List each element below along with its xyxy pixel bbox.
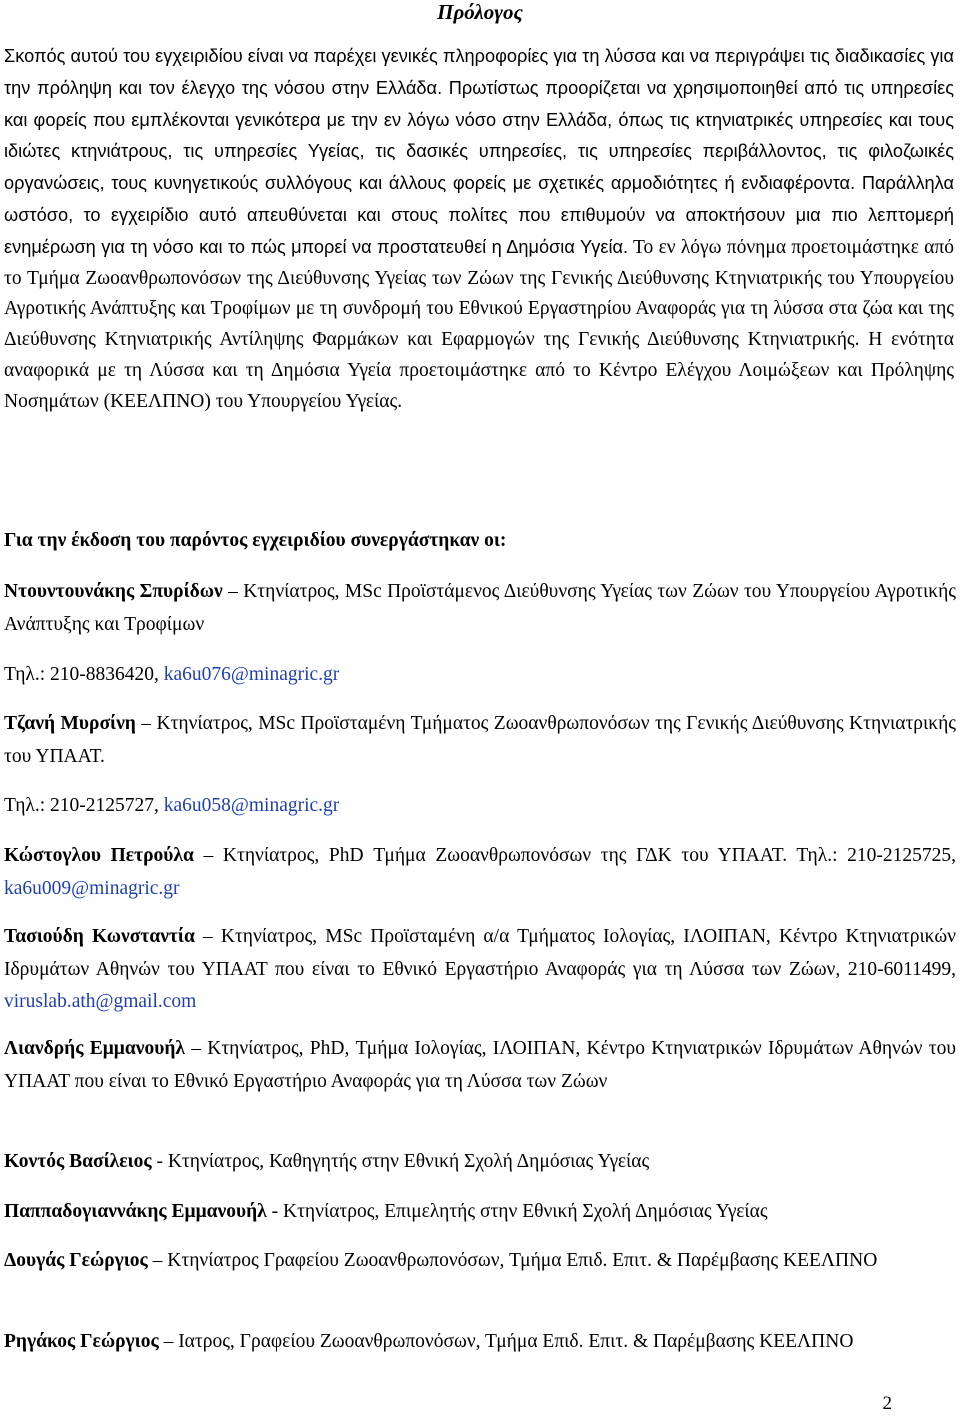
contributor-role: Κτηνίατρος Γραφείου Ζωοανθρωπονόσων, Τμήμα Επιδ. Επιτ. & Παρέμβασης ΚΕΕΛΠΝΟ [167, 1250, 878, 1271]
email-link[interactable]: ka6u058@minagric.gr [163, 795, 340, 816]
intro-paragraph [4, 41, 954, 418]
contributor-separator: – [193, 845, 223, 866]
intro-text-part1: Σκοπός αυτού του εγχειριδίου είναι να παρέχει γενικές πληροφορίες για τη λύσσα και να περιγράψει τις διαδικασίες για την πρόληψη και τον έλεγχο της νόσου στην Ελλάδα. Πρωτίστως προορίζεται να χρησιμοποιηθεί από τις υπηρεσίες και φορείς που εμπλέκονται γενικότερα με την εν λόγω νόσο στην Ελλάδα, όπως τις κτηνιατρικές υπηρεσίες και τους ιδιώτες κτηνιάτρους, τις υπηρεσίες Υγείας, τις δασικές υπηρεσίες, τις υπηρεσίες περιβάλλοντος, τις φιλοζωικές οργανώσεις, τους κυνηγετικούς συλλόγους και άλλους φορείς με σχετικές αρμοδιότητες ή ενδιαφέροντα. Παράλληλα ωστόσο, το εγχειρίδιο αυτό απευθύνεται και στους πολίτες που επιθυμούν να αποκτήσουν μια πιο λεπτομερή ενημέρωση για τη νόσο και το πώς μπορεί να προστατευθεί η Δημόσια Υγεία. [4, 46, 954, 257]
contributor-role: Κτηνίατρος, PhD, Τμήμα Ιολογίας, ΙΛΟΙΠΑΝ, Κέντρο Κτηνιατρικών Ιδρυμάτων Αθηνών του ΥΠΑΑΤ που είναι το Εθνικό Εργαστήριο Αναφοράς για τη Λύσσα των Ζώων [4, 1038, 956, 1092]
contributor-entry [4, 840, 956, 905]
contributor-name: Τασιούδη Κωνσταντία [4, 926, 195, 947]
contributor-contact [4, 790, 956, 823]
contributor-entry [4, 1326, 956, 1359]
contact-phone: Τηλ.: 210-2125727, [4, 795, 164, 816]
contributor-entry [4, 1033, 956, 1098]
page-number: 2 [882, 1393, 892, 1414]
contributor-name: Τζανή Μυρσίνη [4, 713, 136, 734]
contributor-entry [4, 1146, 956, 1179]
contributor-name: Παππαδογιαννάκης Εμμανουήλ [4, 1201, 267, 1222]
contributor-role: Κτηνίατρος, Καθηγητής στην Εθνική Σχολή Δημόσιας Υγείας [167, 1151, 650, 1172]
contributor-separator: – [184, 1038, 208, 1059]
contributor-role: Κτηνίατρος, MSc Προϊσταμένη Τμήματος Ζωοανθρωπονόσων της Γενικής Διεύθυνσης Κτηνιατρικής του ΥΠΑΑΤ. [4, 713, 957, 767]
contributor-name: Ντουντουνάκης Σπυρίδων [4, 581, 223, 602]
contributor-role: Κτηνίατρος, MSc Προϊστάμενος Διεύθυνσης Υγείας των Ζώων του Υπουργείου Αγροτικής Ανάπτυξης και Τροφίμων [4, 581, 956, 635]
email-link[interactable]: ka6u076@minagric.gr [163, 664, 340, 685]
contributor-role: Κτηνίατρος, PhD Τμήμα Ζωοανθρωπονόσων της ΓΔΚ του ΥΠΑΑΤ. Τηλ.: 210-2125725, [222, 845, 956, 866]
contributor-entry [4, 576, 956, 641]
contributor-separator: – [147, 1250, 168, 1271]
contributor-role: Κτηνίατρος, MSc Προϊσταμένη α/α Τμήματος Ιολογίας, ΙΛΟΙΠΑΝ, Κέντρο Κτηνιατρικών Ιδρυμάτων Αθηνών του ΥΠΑΑΤ που είναι το Εθνικό Εργαστήριο Αναφοράς για τη Λύσσα των Ζώων, 210-6011499, [4, 926, 956, 980]
contributor-name: Κοντός Βασίλειος [4, 1151, 152, 1172]
contributor-entry [4, 921, 956, 1019]
contributor-name: Λιανδρής Εμμανουήλ [4, 1038, 185, 1059]
contributor-name: Ρηγάκος Γεώργιος [4, 1331, 159, 1352]
contributor-role: Κτηνίατρος, Επιμελητής στην Εθνική Σχολή Δημόσιας Υγείας [283, 1201, 768, 1222]
contributor-separator: – [158, 1331, 179, 1352]
contributor-separator: – [135, 713, 157, 734]
page-title: Πρόλογος [437, 0, 523, 24]
contributors-heading: Για την έκδοση του παρόντος εγχειριδίου συνεργάστηκαν οι: [4, 530, 507, 551]
contributor-separator: – [194, 926, 221, 947]
contributor-name: Δουγάς Γεώργιος [4, 1250, 148, 1271]
email-link[interactable]: ka6u009@minagric.gr [4, 877, 180, 899]
contact-phone: Τηλ.: 210-8836420, [4, 664, 164, 685]
contributor-entry [4, 1196, 956, 1229]
contributor-name: Κώστογλου Πετρούλα [4, 845, 194, 866]
contributor-contact [4, 659, 956, 692]
contributor-separator: - [151, 1151, 168, 1172]
email-link[interactable]: viruslab.ath@gmail.com [4, 991, 197, 1012]
intro-text-part2: Το εν λόγω πόνημα προετοιμάστηκε από το Τμήμα Ζωοανθρωπονόσων της Διεύθυνσης Υγείας των Ζώων της Γενικής Διεύθυνσης Κτηνιατρικής του Υπουργείου Αγροτικής Ανάπτυξης και Τροφίμων με τη συνδρομή του Εθνικού Εργαστηρίου Αναφοράς για τη λύσσα στα ζώα και της Διεύθυνσης Κτηνιατρικής Αντίληψης Φαρμάκων και Εφαρμογών της Γενικής Διεύθυνσης Κτηνιατρικής. Η ενότητα αναφορικά με τη Λύσσα και τη Δημόσια Υγεία προετοιμάστηκε από το Κέντρο Ελέγχου Λοιμώξεων και Πρόληψης Νοσημάτων (ΚΕΕΛΠΝΟ) του Υπουργείου Υγείας. [4, 236, 954, 412]
contributor-role: Ιατρος, Γραφείου Ζωοανθρωπονόσων, Τμήμα Επιδ. Επιτ. & Παρέμβασης ΚΕΕΛΠΝΟ [178, 1331, 854, 1352]
contributor-entry [4, 1245, 956, 1278]
contributor-separator: – [222, 581, 244, 602]
contributor-entry [4, 708, 956, 773]
contributor-separator: - [266, 1201, 284, 1222]
